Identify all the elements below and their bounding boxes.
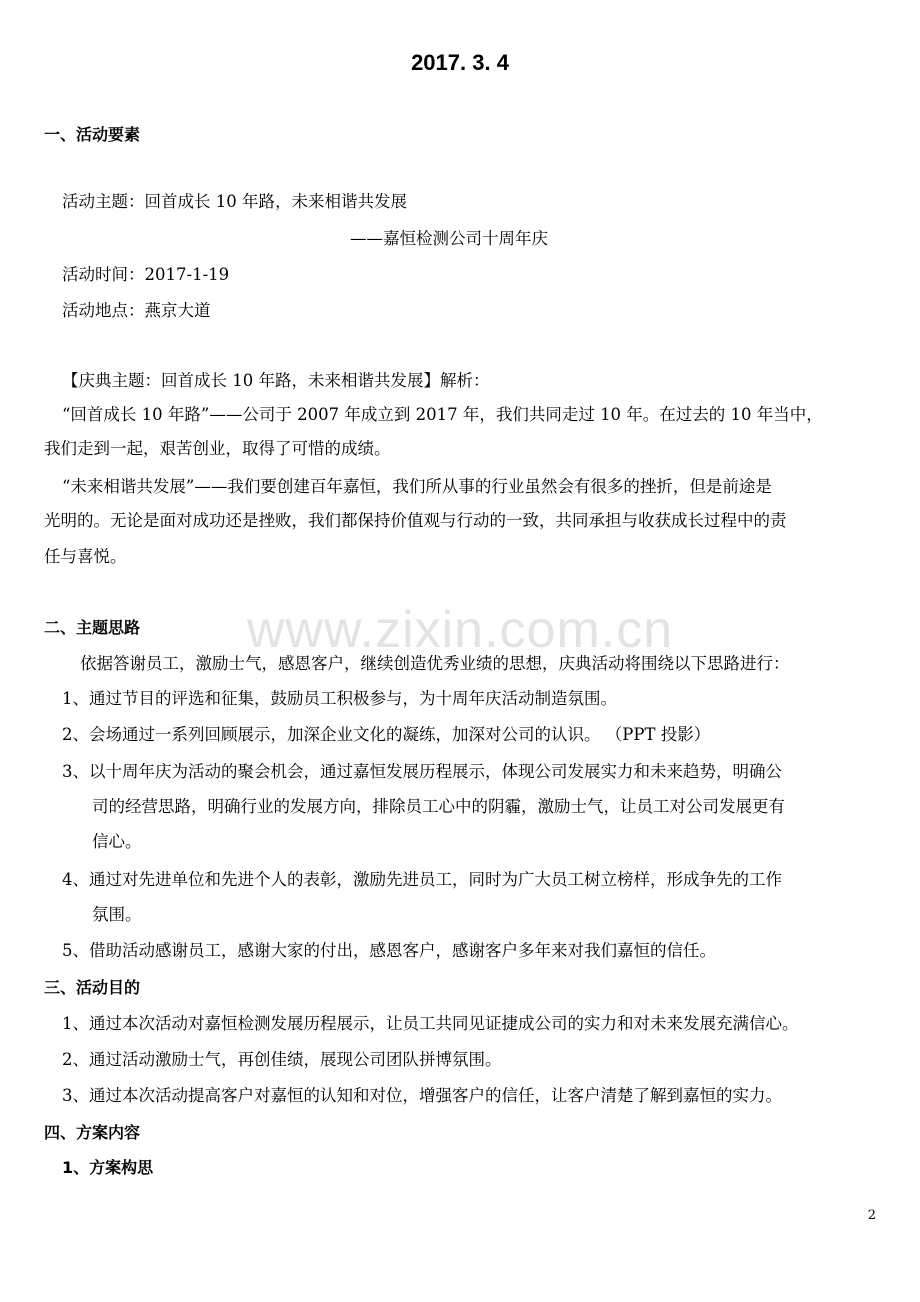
theme-item-3-line-2: 司的经营思路，明确行业的发展方向，排除员工心中的阴霾，激励士气，让员工对公司发展更有: [92, 797, 785, 816]
watermark: www.zixin.com.cn: [246, 601, 674, 659]
activity-subtitle: ——嘉恒检测公司十周年庆: [350, 229, 548, 248]
theme-item-5: 5、借助活动感谢员工，感谢大家的付出，感恩客户，感谢客户多年来对我们嘉恒的信任。: [62, 941, 716, 960]
section-heading-4: 四、方案内容: [44, 1123, 141, 1142]
section-heading-2: 二、主题思路: [44, 618, 141, 637]
analysis-paragraph-2-line-2: 光明的。无论是面对成功还是挫败，我们都保持价值观与行动的一致，共同承担与收获成长过程中的责: [44, 511, 787, 530]
theme-item-3-line-3: 信心。: [92, 832, 142, 851]
purpose-item-1: 1、通过本次活动对嘉恒检测发展历程展示，让员工共同见证捷成公司的实力和对未来发展充满信心。: [62, 1014, 799, 1033]
theme-intro: 依据答谢员工，激励士气，感恩客户，继续创造优秀业绩的思想，庆典活动将围绕以下思路进行：: [80, 654, 790, 673]
analysis-paragraph-2-line-3: 任与喜悦。: [44, 547, 127, 566]
activity-time: 活动时间：2017-1-19: [62, 265, 230, 284]
analysis-paragraph-1-line-2: 我们走到一起，艰苦创业，取得了可惜的成绩。: [44, 439, 391, 458]
activity-place: 活动地点：燕京大道: [62, 301, 211, 320]
theme-item-4-line-2: 氛围。: [92, 905, 142, 924]
analysis-paragraph-2-line-1: “未来相谐共发展”——我们要创建百年嘉恒，我们所从事的行业虽然会有很多的挫折，但是前途是: [62, 477, 772, 496]
page-title: 2017. 3. 4: [411, 50, 509, 75]
page-number: 2: [867, 1208, 876, 1223]
theme-item-2: 2、会场通过一系列回顾展示，加深企业文化的凝练，加深对公司的认识。 （PPT 投影）: [62, 725, 711, 744]
theme-item-4-line-1: 4、通过对先进单位和先进个人的表彰，激励先进员工，同时为广大员工树立榜样，形成争先的工作: [62, 870, 782, 889]
theme-item-1: 1、通过节目的评选和征集，鼓励员工积极参与，为十周年庆活动制造氛围。: [62, 689, 617, 708]
analysis-paragraph-1-line-1: “回首成长 10 年路”——公司于 2007 年成立到 2017 年，我们共同走过 10 年。在过去的 10 年当中，: [62, 405, 823, 424]
purpose-item-3: 3、通过本次活动提高客户对嘉恒的认知和对位，增强客户的信任，让客户清楚了解到嘉恒的实力。: [62, 1086, 782, 1105]
activity-theme: 活动主题：回首成长 10 年路，未来相谐共发展: [62, 192, 407, 211]
section-heading-1: 一、活动要素: [44, 125, 141, 144]
theme-item-3-line-1: 3、以十周年庆为活动的聚会机会，通过嘉恒发展历程展示，体现公司发展实力和未来趋势，明确公: [62, 762, 782, 781]
subsection-heading-1: 1、方案构思: [62, 1158, 154, 1177]
section-heading-3: 三、活动目的: [44, 978, 141, 997]
analysis-heading: 【庆典主题：回首成长 10 年路，未来相谐共发展】解析：: [62, 371, 490, 390]
purpose-item-2: 2、通过活动激励士气，再创佳绩，展现公司团队拼博氛围。: [62, 1050, 502, 1069]
